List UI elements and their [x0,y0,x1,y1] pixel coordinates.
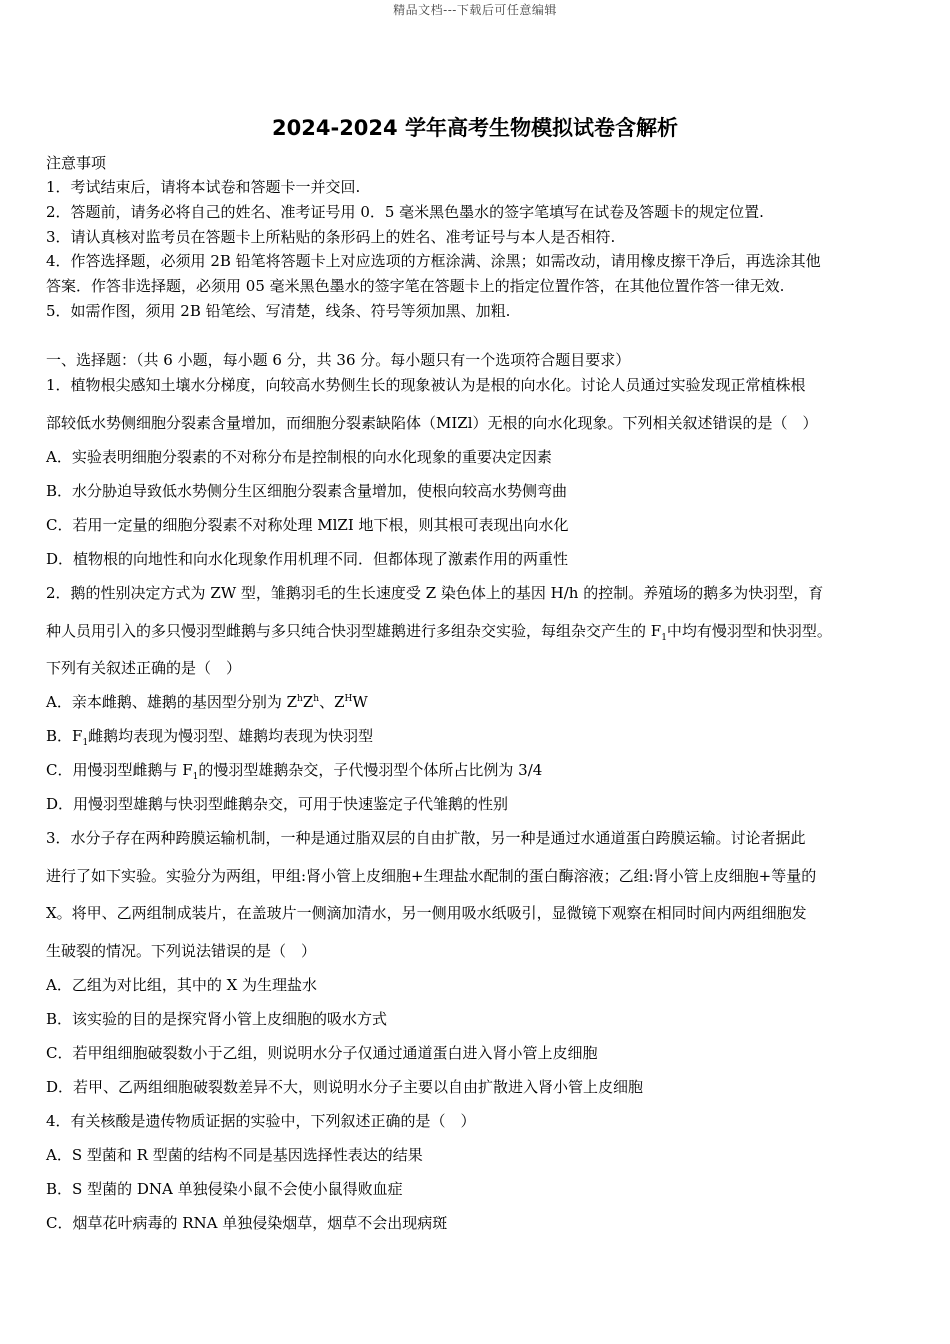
notice-item-5: 5．如需作图，须用 2B 铅笔绘、写清楚，线条、符号等须加黑、加粗. [46,302,511,320]
section-heading: 一、选择题：（共 6 小题，每小题 6 分，共 36 分。每小题只有一个选项符合题目要求） [46,351,631,369]
q1-option-b: B．水分胁迫导致低水势侧分生区细胞分裂素含量增加，使根向较高水势侧弯曲 [46,482,568,500]
q2-option-b: B．$F_1$雌鹅均表现为慢羽型、雄鹅均表现为快羽型 [46,727,374,748]
notice-item-4-cont: 答案．作答非选择题，必须用 05 毫米黑色墨水的签字笔在答题卡上的指定位置作答，在其他位置作答一律无效. [46,277,785,295]
notice-item-1: 1．考试结束后，请将本试卷和答题卡一并交回. [46,178,361,196]
q3-stem-line-2: 进行了如下实验。实验分为两组，甲组:肾小管上皮细胞+生理盐水配制的蛋白酶溶液；乙组:肾小管上皮细胞+等量的 [46,867,817,885]
q3-option-b: B．该实验的目的是探究肾小管上皮细胞的吸水方式 [46,1010,388,1028]
notice-heading: 注意事项 [46,154,107,172]
q4-option-a: A．S 型菌和 R 型菌的结构不同是基因选择性表达的结果 [46,1146,423,1164]
q1-stem-line-2: 部较低水势侧细胞分裂素含量增加，而细胞分裂素缺陷体（MIZl）无根的向水化现象。下列相关叙述错误的是（ ） [46,414,818,432]
q2-option-a: A．亲本雌鹅、雄鹅的基因型分别为 $Z^hZ^h$、$Z^HW$ [46,693,368,711]
q1-option-a: A．实验表明细胞分裂素的不对称分布是控制根的向水化现象的重要决定因素 [46,448,552,466]
q4-stem: 4．有关核酸是遗传物质证据的实验中，下列叙述正确的是（ ） [46,1112,476,1130]
q3-stem-line-1: 3．水分子存在两种跨膜运输机制，一种是通过脂双层的自由扩散，另一种是通过水通道蛋白跨膜运输。讨论者据此 [46,829,806,847]
q3-stem-line-3: X。将甲、乙两组制成装片，在盖玻片一侧滴加清水，另一侧用吸水纸吸引，显微镜下观察在相同时间内两组细胞发 [46,904,807,922]
q3-option-a: A．乙组为对比组，其中的 X 为生理盐水 [46,976,318,994]
q2-option-c: C．用慢羽型雌鹅与 $F_1$的慢羽型雄鹅杂交，子代慢羽型个体所占比例为 3/4 [46,761,543,782]
q2-option-d: D．用慢羽型雄鹅与快羽型雌鹅杂交，可用于快速鉴定子代雏鹅的性别 [46,795,509,813]
q2-stem-line-2: 种人员用引入的多只慢羽型雌鹅与多只纯合快羽型雄鹅进行多组杂交实验，每组杂交产生的 $F_1$中均有慢羽型和快羽型。 [46,622,832,643]
notice-item-4: 4．作答选择题，必须用 2B 铅笔将答题卡上对应选项的方框涂满、涂黑；如需改动，请用橡皮擦干净后，再选涂其他 [46,252,821,270]
notice-item-2: 2．答题前，请务必将自己的姓名、准考证号用 0．5 毫米黑色墨水的签字笔填写在试卷及答题卡的规定位置. [46,203,764,221]
q1-stem-line-1: 1．植物根尖感知土壤水分梯度，向较高水势侧生长的现象被认为是根的向水化。讨论人员通过实验发现正常植株根 [46,376,806,394]
q3-option-d: D．若甲、乙两组细胞破裂数差异不大，则说明水分子主要以自由扩散进入肾小管上皮细胞 [46,1078,644,1096]
q3-stem-line-4: 生破裂的情况。下列说法错误的是（ ） [46,942,317,960]
q4-option-b: B．S 型菌的 DNA 单独侵染小鼠不会使小鼠得败血症 [46,1180,403,1198]
page-watermark-header: 精品文档---下载后可任意编辑 [393,3,557,17]
q1-option-c: C．若用一定量的细胞分裂素不对称处理 MlZI 地下根，则其根可表现出向水化 [46,516,569,534]
page-title: 2024-2024 学年高考生物模拟试卷含解析 [272,116,678,140]
q3-option-c: C．若甲组细胞破裂数小于乙组，则说明水分子仅通过通道蛋白进入肾小管上皮细胞 [46,1044,598,1062]
q1-option-d: D．植物根的向地性和向水化现象作用机理不同．但都体现了激素作用的两重性 [46,550,569,568]
notice-item-3: 3．请认真核对监考员在答题卡上所粘贴的条形码上的姓名、准考证号与本人是否相符. [46,228,616,246]
q2-stem-line-1: 2．鹅的性别决定方式为 ZW 型，雏鹅羽毛的生长速度受 Z 染色体上的基因 H/h 的控制。养殖场的鹅多为快羽型，育 [46,584,824,602]
q2-stem-line-3: 下列有关叙述正确的是（ ） [46,659,242,677]
q4-option-c: C．烟草花叶病毒的 RNA 单独侵染烟草，烟草不会出现病斑 [46,1214,448,1232]
